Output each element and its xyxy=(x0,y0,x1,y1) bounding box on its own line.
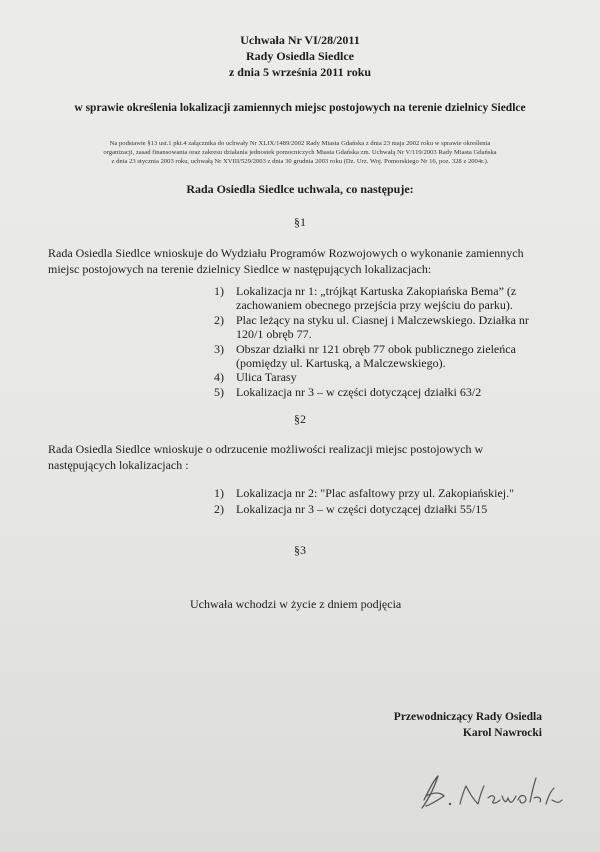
section1-intro-line: Rada Osiedla Siedlce wnioskuje do Wydziału Programów Rozwojowych o wykonanie zamiennych xyxy=(48,246,524,260)
section2-list xyxy=(214,486,554,517)
section2-intro-line: następujących lokalizacjach : xyxy=(48,458,189,472)
section1-list xyxy=(214,284,554,399)
section-heading-1: §1 xyxy=(294,215,306,229)
resolution-subject: w sprawie określenia lokalizacji zamiennych miejsc postojowych na terenie dzielnicy Siedlce xyxy=(74,102,526,114)
legal-basis-line: z dnia 23 stycznia 2003 roku, uchwałą Nr XVIII/529/2003 z dnia 30 grudnia 2003 roku (Dz. Urz. Woj. Pomorskiego Nr 16, poz. 328 z 2004r.). xyxy=(111,158,489,165)
list-item: 2) Plac leżący na styku ul. Ciasnej i Malczewskiego. Działka nr 120/1 obręb 77. xyxy=(214,312,529,342)
signatory-block xyxy=(394,709,542,741)
legal-basis xyxy=(50,139,550,166)
legal-basis-line: Na podstawie §13 ust.1 pkt.4 załącznika do uchwały Nr XLIX/1489/2002 Rady Miasta Gdańska z dnia 23 maja 2002 roku w sprawie określenia xyxy=(109,140,491,147)
section1-intro-line: miejsc postojowych na terenie dzielnicy Siedlce w następujących lokalizacjach: xyxy=(48,262,432,276)
signatory-name: Karol Nawrocki xyxy=(462,727,542,739)
list-item: 4) Ulica Tarasy xyxy=(214,370,297,385)
section1-intro xyxy=(48,245,568,277)
resolution-header xyxy=(0,32,600,80)
resolves-statement: Rada Osiedla Siedlce uchwala, co następuje: xyxy=(186,182,414,196)
resolution-date: z dnia 5 września 2011 roku xyxy=(228,65,372,79)
section-heading-3: §3 xyxy=(294,543,306,557)
council-name: Rady Osiedla Siedlce xyxy=(245,49,354,63)
section-heading-2: §2 xyxy=(294,412,306,426)
list-item: 1) Lokalizacja nr 2: "Plac asfaltowy przy ul. Zakopiańskiej." xyxy=(214,486,515,500)
section2-intro-line: Rada Osiedla Siedlce wnioskuje o odrzucenie możliwości realizacji miejsc postojowych w xyxy=(48,442,484,456)
list-item: 2) Lokalizacja nr 3 – w części dotyczącej działki 55/15 xyxy=(214,502,488,517)
list-item: 5) Lokalizacja nr 3 – w części dotyczącej działki 63/2 xyxy=(214,384,482,399)
effective-clause: Uchwała wchodzi w życie z dniem podjęcia xyxy=(190,597,402,611)
legal-basis-line: organizacji, zasad finansowania oraz zakresu działania jednostek pomocniczych Miasta Gdańska zm. Uchwałą Nr V/119/2003 Rady Miasta Gdańska xyxy=(103,149,497,156)
section2-intro xyxy=(48,441,568,473)
handwritten-signature xyxy=(412,770,572,814)
list-item: 3) Obszar działki nr 121 obręb 77 obok publicznego zieleńca (pomiędzy ul. Kartuską, a Malczewskiego). xyxy=(214,341,516,371)
resolution-number: Uchwała Nr VI/28/2011 xyxy=(240,33,360,47)
signatory-title: Przewodniczący Rady Osiedla xyxy=(393,711,542,723)
list-item: 1) Lokalizacja nr 1: „trójkąt Kartuska Zakopiańska Bema” (z zachowaniem obecnego przejścia przy wejściu do parku). xyxy=(214,284,517,313)
